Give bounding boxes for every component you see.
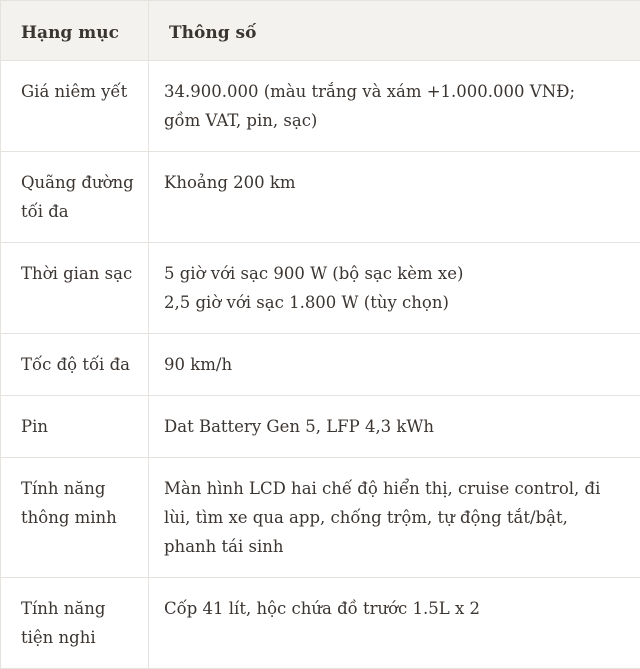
row-label: Giá niêm yết xyxy=(1,61,149,152)
table-row-charging-time xyxy=(1,243,640,334)
row-value xyxy=(149,578,640,669)
spec-table-body xyxy=(1,61,640,669)
value-line: 90 km/h xyxy=(164,350,630,379)
row-value xyxy=(149,61,640,152)
value-line: Màn hình LCD hai chế độ hiển thị, cruise control, đi xyxy=(164,474,630,503)
row-label: Tính năng tiện nghi xyxy=(1,578,149,669)
table-row-range xyxy=(1,152,640,243)
row-label: Pin xyxy=(1,396,149,458)
row-label: Thời gian sạc xyxy=(1,243,149,334)
row-value xyxy=(149,243,640,334)
row-label: Quãng đường tối đa xyxy=(1,152,149,243)
header-row xyxy=(1,1,640,61)
table-row-top-speed xyxy=(1,334,640,396)
value-line: Khoảng 200 km xyxy=(164,168,630,197)
row-label: Tính năng thông minh xyxy=(1,458,149,578)
value-line: Cốp 41 lít, hộc chứa đồ trước 1.5L x 2 xyxy=(164,594,630,623)
row-value xyxy=(149,458,640,578)
table-row-price xyxy=(1,61,640,152)
value-line: gồm VAT, pin, sạc) xyxy=(164,106,630,135)
row-label: Tốc độ tối đa xyxy=(1,334,149,396)
table-row-comfort-features xyxy=(1,578,640,669)
row-value xyxy=(149,334,640,396)
table-row-smart-features xyxy=(1,458,640,578)
header-specification: Thông số xyxy=(149,1,640,61)
table-row-battery xyxy=(1,396,640,458)
value-line: lùi, tìm xe qua app, chống trộm, tự động tắt/bật, xyxy=(164,503,630,532)
spec-table-header xyxy=(1,1,640,61)
value-line: 5 giờ với sạc 900 W (bộ sạc kèm xe) xyxy=(164,259,630,288)
row-value xyxy=(149,152,640,243)
value-line: 34.900.000 (màu trắng và xám +1.000.000 VNĐ; xyxy=(164,77,630,106)
value-line: 2,5 giờ với sạc 1.800 W (tùy chọn) xyxy=(164,288,630,317)
value-line: Dat Battery Gen 5, LFP 4,3 kWh xyxy=(164,412,630,441)
value-line: phanh tái sinh xyxy=(164,532,630,561)
row-value xyxy=(149,396,640,458)
header-category: Hạng mục xyxy=(1,1,149,61)
